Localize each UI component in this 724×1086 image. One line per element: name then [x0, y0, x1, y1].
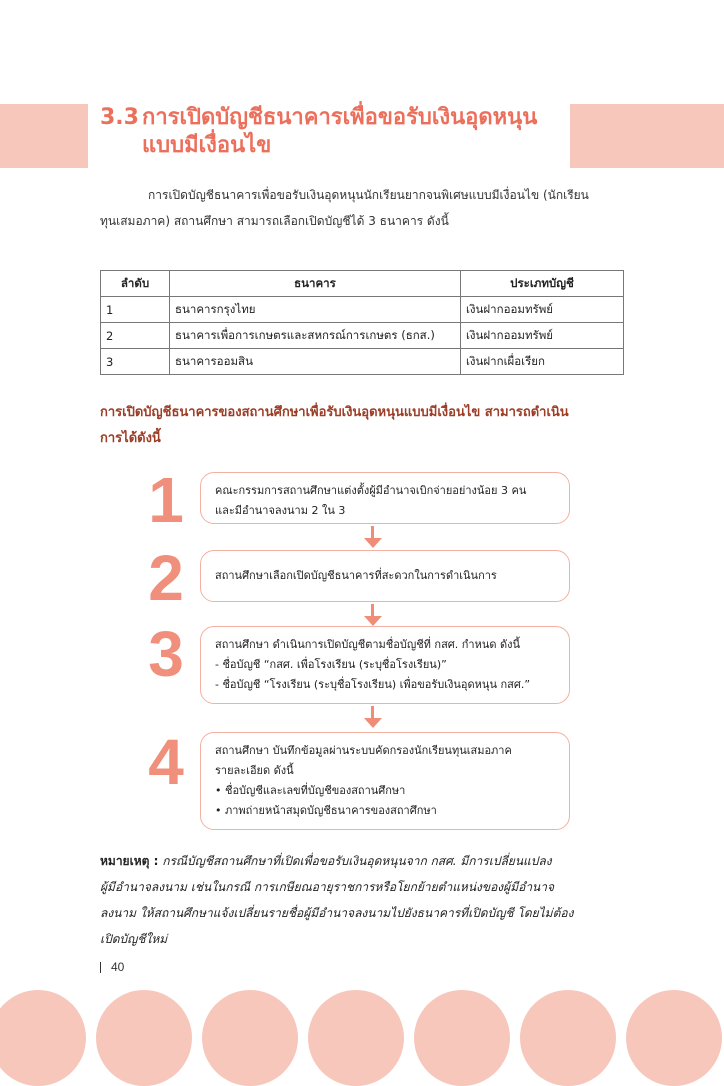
col-header-order: ลำดับ	[101, 271, 170, 297]
table-row	[101, 297, 624, 323]
note-line1: กรณีบัญชีสถานศึกษาที่เปิดเพื่อขอรับเงินอุดหนุนจาก กสศ. มีการเปลี่ยนแปลง	[162, 854, 552, 868]
note-line3: ลงนาม ให้สถานศึกษาแจ้งเปลี่ยนรายชื่อผู้มีอำนาจลงนามไปยังธนาคารที่เปิดบัญชี โดยไม่ต้อง	[100, 906, 574, 920]
step-3-line: สถานศึกษา ดำเนินการเปิดบัญชีตามชื่อบัญชีที่ กสศ. กำหนด ดังนี้	[215, 638, 521, 651]
cell-order: 3	[101, 349, 170, 375]
step-4-line: สถานศึกษา บันทึกข้อมูลผ่านระบบคัดกรองนักเรียนทุนเสมอภาค	[215, 744, 512, 757]
cell-account-type: เงินฝากออมทรัพย์	[461, 297, 624, 323]
step-4-box	[200, 732, 570, 830]
step-2-number: 2	[148, 542, 184, 614]
section-number: 3.3	[100, 105, 139, 130]
step-2-line: สถานศึกษาเลือกเปิดบัญชีธนาคารที่สะดวกในการดำเนินการ	[215, 569, 497, 582]
step-3-line: - ชื่อบัญชี “กสศ. เพื่อโรงเรียน (ระบุชื่อโรงเรียน)”	[215, 658, 447, 671]
footer-decor-circle	[414, 990, 510, 1086]
section-title-line1: การเปิดบัญชีธนาคารเพื่อขอรับเงินอุดหนุน	[142, 105, 538, 130]
step-4-line: รายละเอียด ดังนี้	[215, 764, 294, 777]
cell-bank: ธนาคารกรุงไทย	[170, 297, 461, 323]
page-number-text: 40	[111, 960, 125, 974]
footer-decor-circle	[626, 990, 722, 1086]
arrow-down-icon	[363, 526, 383, 550]
step-4-line: • ชื่อบัญชีและเลขที่บัญชีของสถานศึกษา	[215, 784, 406, 797]
step-1-number: 1	[148, 464, 184, 536]
step-2-box	[200, 550, 570, 602]
footer-decor-circle	[308, 990, 404, 1086]
page-number-divider	[100, 962, 101, 973]
step-3-line: - ชื่อบัญชี “โรงเรียน (ระบุชื่อโรงเรียน) เพื่อขอรับเงินอุดหนุน กสศ.”	[215, 678, 531, 691]
intro-paragraph	[100, 182, 624, 234]
section-title	[100, 104, 570, 160]
arrow-down-icon	[363, 706, 383, 730]
cell-order: 2	[101, 323, 170, 349]
footer-decor-circle	[202, 990, 298, 1086]
note-paragraph	[100, 848, 624, 952]
step-4-line: • ภาพถ่ายหน้าสมุดบัญชีธนาคารของสถาศึกษา	[215, 804, 437, 817]
cell-bank: ธนาคารเพื่อการเกษตรและสหกรณ์การเกษตร (ธกส.)	[170, 323, 461, 349]
note-line2: ผู้มีอำนาจลงนาม เช่นในกรณี การเกษียณอายุราชการหรือโยกย้ายตำแหน่งของผู้มีอำนาจ	[100, 880, 555, 894]
table-header-row	[101, 271, 624, 297]
steps-heading-line1: การเปิดบัญชีธนาคารของสถานศึกษาเพื่อรับเงินอุดหนุนแบบมีเงื่อนไข สามารถดำเนิน	[100, 405, 569, 420]
banks-table	[100, 270, 624, 375]
step-1-box	[200, 472, 570, 524]
intro-line1: การเปิดบัญชีธนาคารเพื่อขอรับเงินอุดหนุนนักเรียนยากจนพิเศษแบบมีเงื่อนไข (นักเรียน	[148, 188, 589, 202]
col-header-account-type: ประเภทบัญชี	[461, 271, 624, 297]
step-3-number: 3	[148, 618, 184, 690]
step-1-line: คณะกรรมการสถานศึกษาแต่งตั้งผู้มีอำนาจเบิกจ่ายอย่างน้อย 3 คน	[215, 484, 527, 497]
arrow-down-icon	[363, 604, 383, 628]
note-label: หมายเหตุ :	[100, 854, 159, 868]
col-header-bank: ธนาคาร	[170, 271, 461, 297]
cell-bank: ธนาคารออมสิน	[170, 349, 461, 375]
section-title-line2: แบบมีเงื่อนไข	[142, 133, 272, 158]
footer-decor-circle	[520, 990, 616, 1086]
step-4-number: 4	[148, 726, 184, 798]
page-number	[100, 960, 124, 974]
intro-line2: ทุนเสมอภาค) สถานศึกษา สามารถเลือกเปิดบัญชีได้ 3 ธนาคาร ดังนี้	[100, 214, 449, 228]
cell-account-type: เงินฝากเผื่อเรียก	[461, 349, 624, 375]
steps-heading-line2: การได้ดังนี้	[100, 431, 161, 446]
header-band-left	[0, 104, 88, 168]
cell-order: 1	[101, 297, 170, 323]
table-row	[101, 349, 624, 375]
cell-account-type: เงินฝากออมทรัพย์	[461, 323, 624, 349]
step-1-line: และมีอำนาจลงนาม 2 ใน 3	[215, 504, 346, 517]
footer-decor-circle	[96, 990, 192, 1086]
header-band-right	[570, 104, 724, 168]
table-row	[101, 323, 624, 349]
steps-heading	[100, 400, 624, 452]
step-3-box	[200, 626, 570, 704]
note-line4: เปิดบัญชีใหม่	[100, 932, 168, 946]
footer-decor-circle	[0, 990, 86, 1086]
